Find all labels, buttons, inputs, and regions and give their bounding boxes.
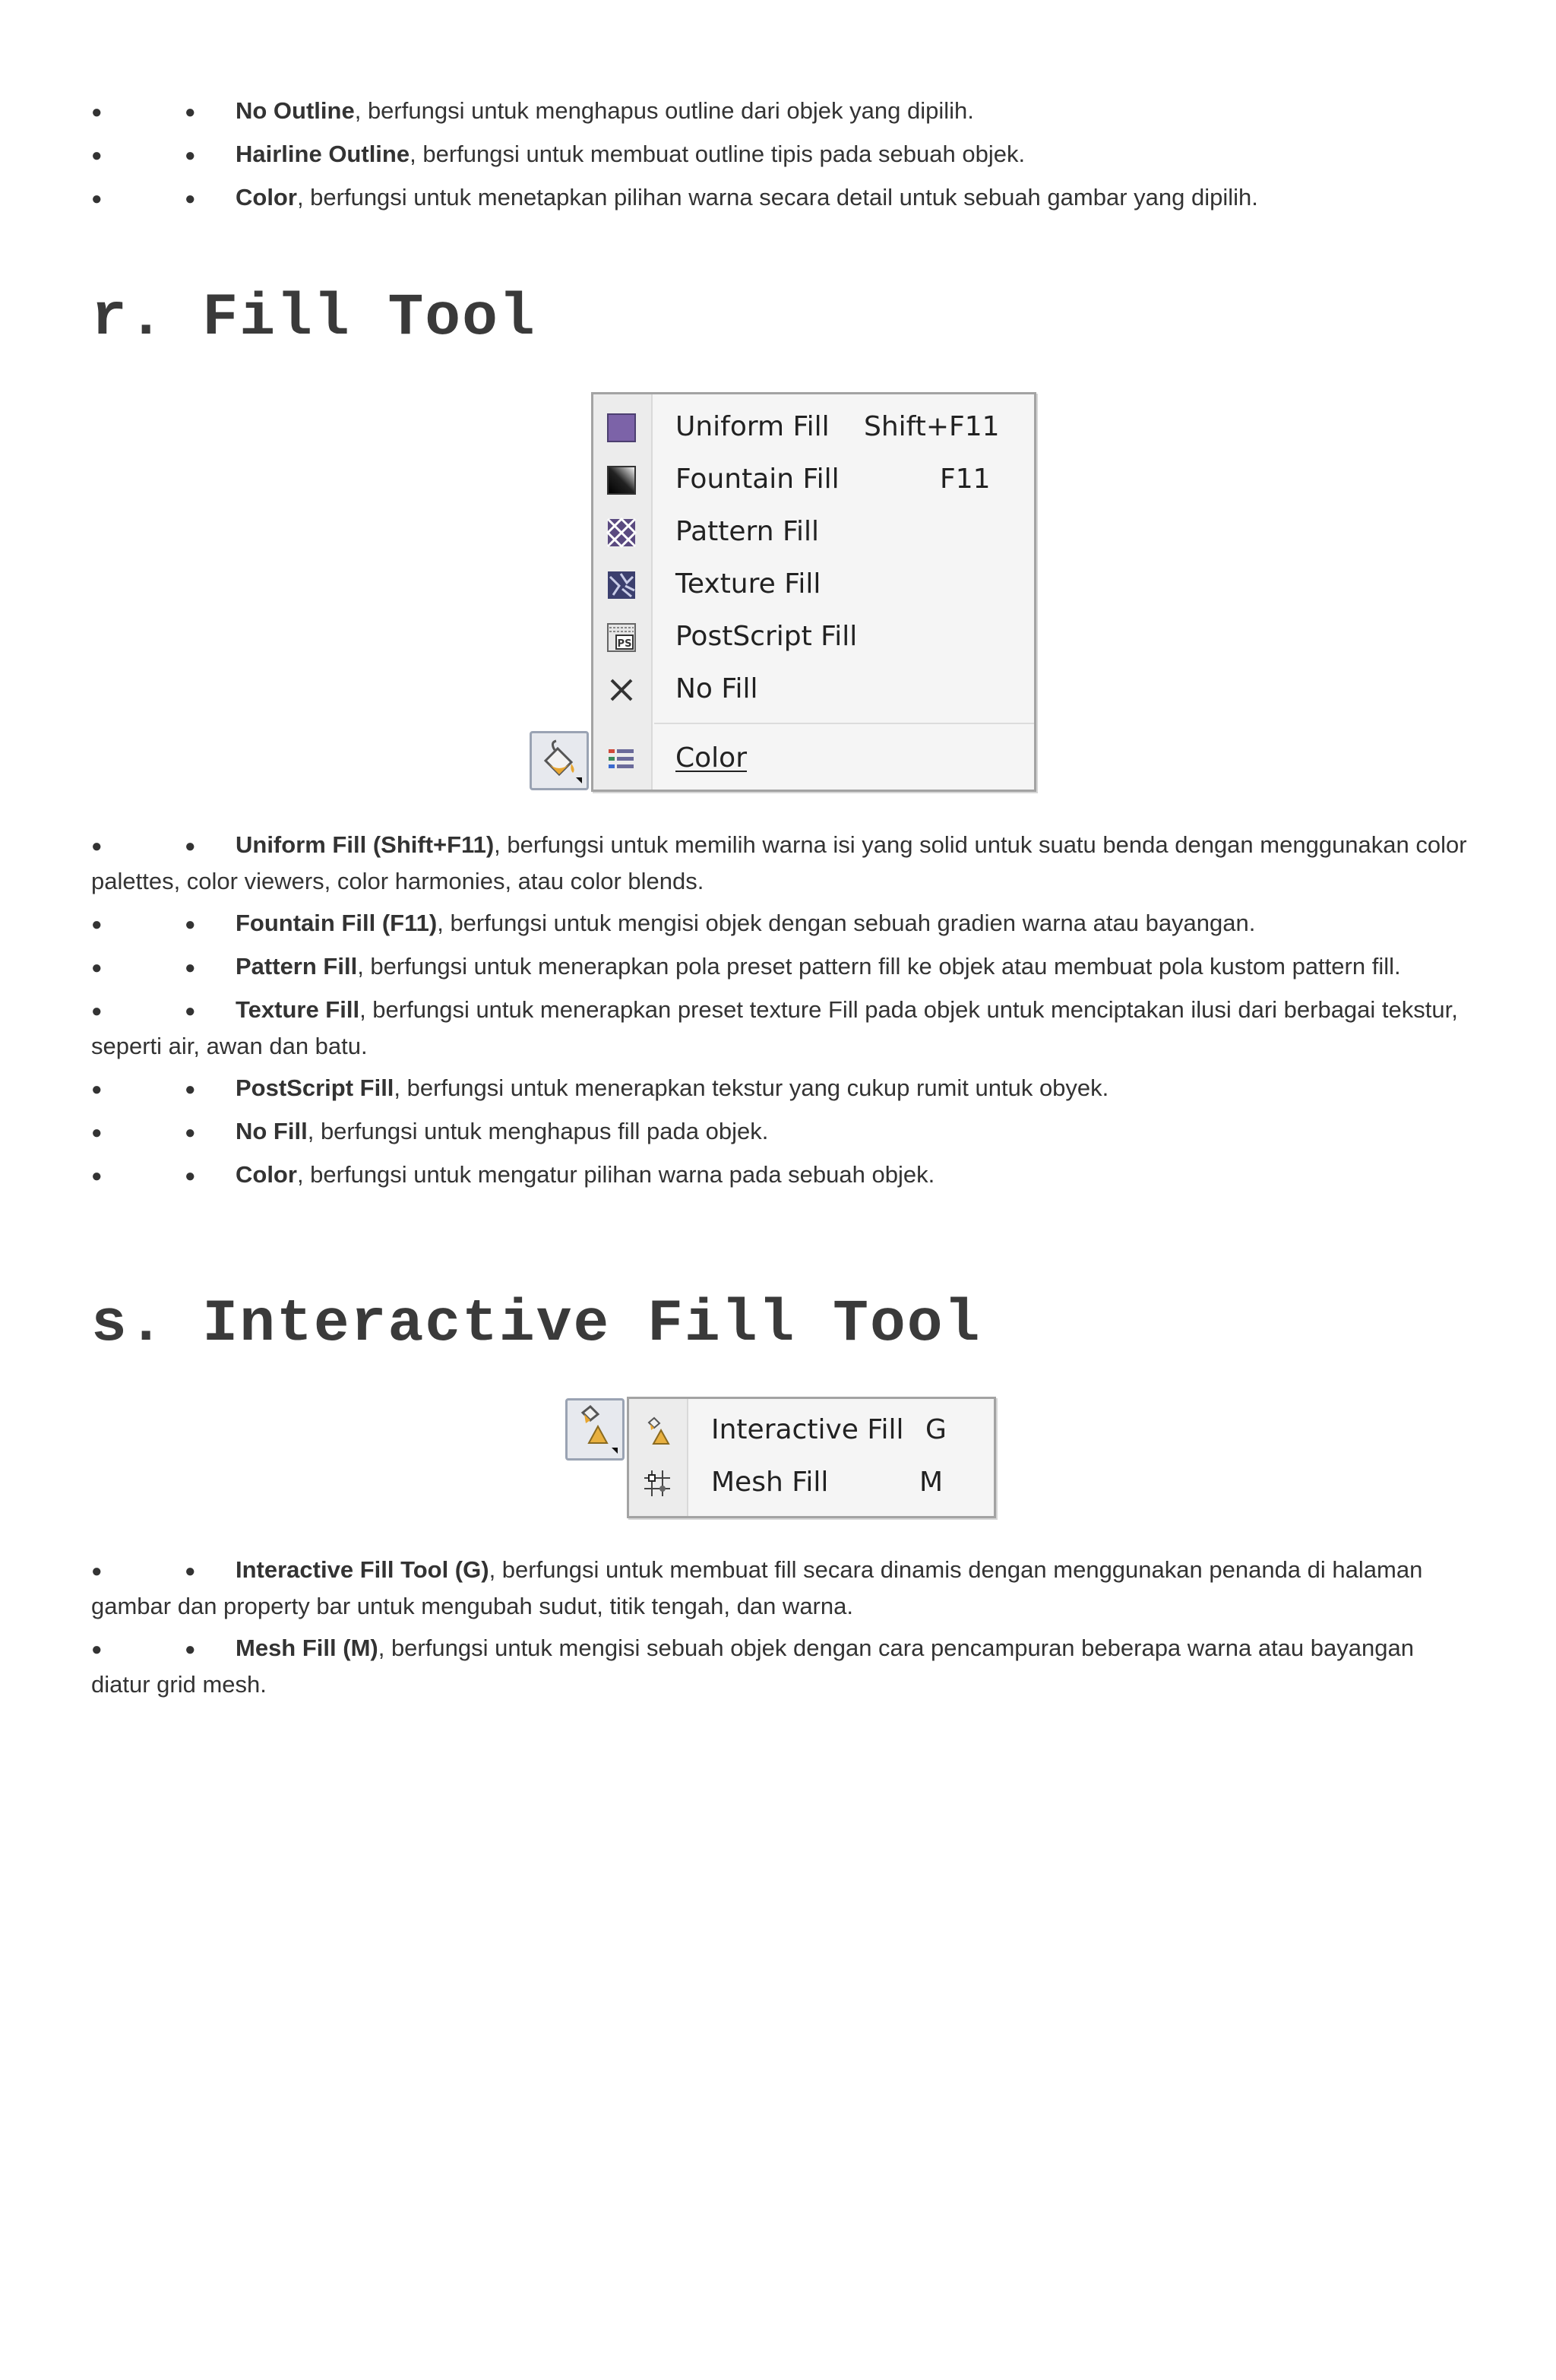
menu-item-postscript-fill[interactable] <box>593 610 1034 663</box>
item-term: No Fill <box>236 1118 308 1144</box>
item-term: Color <box>236 1161 297 1188</box>
menu-item-label: Mesh Fill <box>711 1467 829 1498</box>
fill-tool-options-list <box>91 828 1474 1194</box>
item-term: Texture Fill <box>236 996 360 1023</box>
list-item <box>91 828 1474 899</box>
menu-item-shortcut: Shift+F11 <box>864 411 1000 442</box>
section-heading-fill-tool: r. Fill Tool <box>91 285 536 352</box>
menu-item-shortcut: G <box>925 1414 947 1445</box>
bullet: ● <box>91 1166 103 1186</box>
menu-item-label: Texture Fill <box>675 568 821 600</box>
list-item <box>91 180 1474 217</box>
outline-options-list <box>91 93 1474 217</box>
item-description: , berfungsi untuk memilih warna isi yang solid untuk suatu benda dengan menggunakan color palettes, color viewers, color harmonies, atau color blends. <box>91 831 1467 894</box>
list-item <box>91 906 1474 942</box>
section-heading-interactive-fill-tool: s. Interactive Fill Tool <box>91 1291 982 1358</box>
item-description: , berfungsi untuk mengatur pilihan warna pada sebuah objek. <box>296 1161 935 1188</box>
bullet: ● <box>185 1639 196 1660</box>
bullet: ● <box>185 1561 196 1581</box>
bullet: ● <box>185 1166 196 1186</box>
bullet: ● <box>185 102 196 122</box>
menu-item-mesh-fill[interactable] <box>629 1456 994 1508</box>
item-term: Color <box>236 184 297 210</box>
bullet: ● <box>185 957 196 978</box>
item-description: , berfungsi untuk mengisi sebuah objek dengan cara pencampuran beberapa warna atau bayangan diatur grid mesh. <box>91 1635 1414 1698</box>
uniform-fill-icon <box>606 412 637 444</box>
item-term: Interactive Fill Tool (G) <box>236 1556 489 1583</box>
menu-item-fountain-fill[interactable] <box>593 453 1034 505</box>
list-item <box>91 949 1474 986</box>
item-term: Pattern Fill <box>236 953 358 980</box>
interactive-fill-icon <box>641 1415 673 1447</box>
menu-item-color[interactable] <box>593 732 1034 784</box>
bullet: ● <box>91 957 103 978</box>
item-description: , berfungsi untuk membuat fill secara dinamis dengan menggunakan penanda di halaman gambar dan property bar untuk mengubah sudut, titik tengah, dan warna. <box>91 1556 1423 1619</box>
interactive-fill-icon <box>568 1400 622 1458</box>
bullet: ● <box>185 836 196 856</box>
menu-item-label: Color <box>675 742 747 774</box>
list-item <box>91 1114 1474 1150</box>
menu-item-texture-fill[interactable] <box>593 558 1034 610</box>
list-item <box>91 93 1474 130</box>
interactive-fill-tool-button[interactable] <box>565 1398 625 1461</box>
list-item <box>91 992 1474 1064</box>
mesh-fill-icon <box>641 1467 673 1499</box>
bullet: ● <box>185 1079 196 1100</box>
item-term: No Outline <box>236 97 355 124</box>
list-item <box>91 1552 1474 1624</box>
bullet: ● <box>185 914 196 935</box>
bullet: ● <box>91 1122 103 1143</box>
item-term: Fountain Fill (F11) <box>236 910 438 936</box>
color-palette-icon <box>606 743 637 775</box>
item-description: , berfungsi untuk menetapkan pilihan warna secara detail untuk sebuah gambar yang dipilih. <box>296 184 1258 210</box>
bullet: ● <box>91 1561 103 1581</box>
postscript-fill-icon <box>606 622 637 654</box>
bullet: ● <box>185 1122 196 1143</box>
svg-text:PS: PS <box>617 638 632 650</box>
menu-item-label: Pattern Fill <box>675 516 820 547</box>
bullet: ● <box>185 1001 196 1021</box>
menu-item-pattern-fill[interactable] <box>593 505 1034 558</box>
list-item <box>91 1071 1474 1107</box>
item-term: Hairline Outline <box>236 141 410 167</box>
item-description: , berfungsi untuk membuat outline tipis pada sebuah objek. <box>410 141 1026 167</box>
interactive-fill-flyout-menu <box>627 1397 996 1518</box>
bullet: ● <box>91 1639 103 1660</box>
menu-item-uniform-fill[interactable] <box>593 400 1034 453</box>
list-item <box>91 1157 1474 1194</box>
bullet: ● <box>91 188 103 209</box>
fill-tool-button[interactable] <box>530 731 589 790</box>
texture-fill-icon <box>606 569 637 601</box>
menu-item-label: Interactive Fill <box>711 1414 904 1445</box>
menu-item-label: No Fill <box>675 673 758 704</box>
item-description: , berfungsi untuk menerapkan preset texture Fill pada objek untuk menciptakan ilusi dari berbagai tekstur, seperti air, awan dan batu. <box>91 996 1458 1059</box>
bullet: ● <box>185 145 196 166</box>
menu-item-label: PostScript Fill <box>675 621 858 652</box>
bullet: ● <box>91 1079 103 1100</box>
item-term: Uniform Fill (Shift+F11) <box>236 831 495 858</box>
item-description: , berfungsi untuk menghapus fill pada objek. <box>307 1118 769 1144</box>
bullet: ● <box>91 914 103 935</box>
menu-separator <box>654 723 1034 724</box>
item-description: , berfungsi untuk menerapkan pola preset pattern fill ke objek atau membuat pola kustom pattern fill. <box>357 953 1401 980</box>
fill-flyout-menu <box>591 392 1036 792</box>
list-item <box>91 137 1474 173</box>
fountain-fill-icon <box>606 464 637 496</box>
interactive-fill-options-list <box>91 1552 1474 1702</box>
menu-item-no-fill[interactable] <box>593 663 1034 715</box>
bullet: ● <box>91 836 103 856</box>
list-item <box>91 1631 1474 1702</box>
bullet: ● <box>185 188 196 209</box>
bullet: ● <box>91 1001 103 1021</box>
bullet: ● <box>91 102 103 122</box>
paint-bucket-icon <box>532 733 587 788</box>
item-term: Mesh Fill (M) <box>236 1635 378 1661</box>
item-description: , berfungsi untuk menghapus outline dari objek yang dipilih. <box>354 97 974 124</box>
item-description: , berfungsi untuk mengisi objek dengan sebuah gradien warna atau bayangan. <box>437 910 1256 936</box>
menu-item-shortcut: F11 <box>940 464 991 495</box>
pattern-fill-icon <box>606 517 637 549</box>
menu-item-label: Fountain Fill <box>675 464 840 495</box>
no-fill-icon <box>606 674 637 706</box>
bullet: ● <box>91 145 103 166</box>
item-term: PostScript Fill <box>236 1074 394 1101</box>
menu-item-label: Uniform Fill <box>675 411 830 442</box>
menu-item-interactive-fill[interactable] <box>629 1404 994 1456</box>
item-description: , berfungsi untuk menerapkan tekstur yang cukup rumit untuk obyek. <box>394 1074 1109 1101</box>
menu-item-shortcut: M <box>919 1467 944 1498</box>
